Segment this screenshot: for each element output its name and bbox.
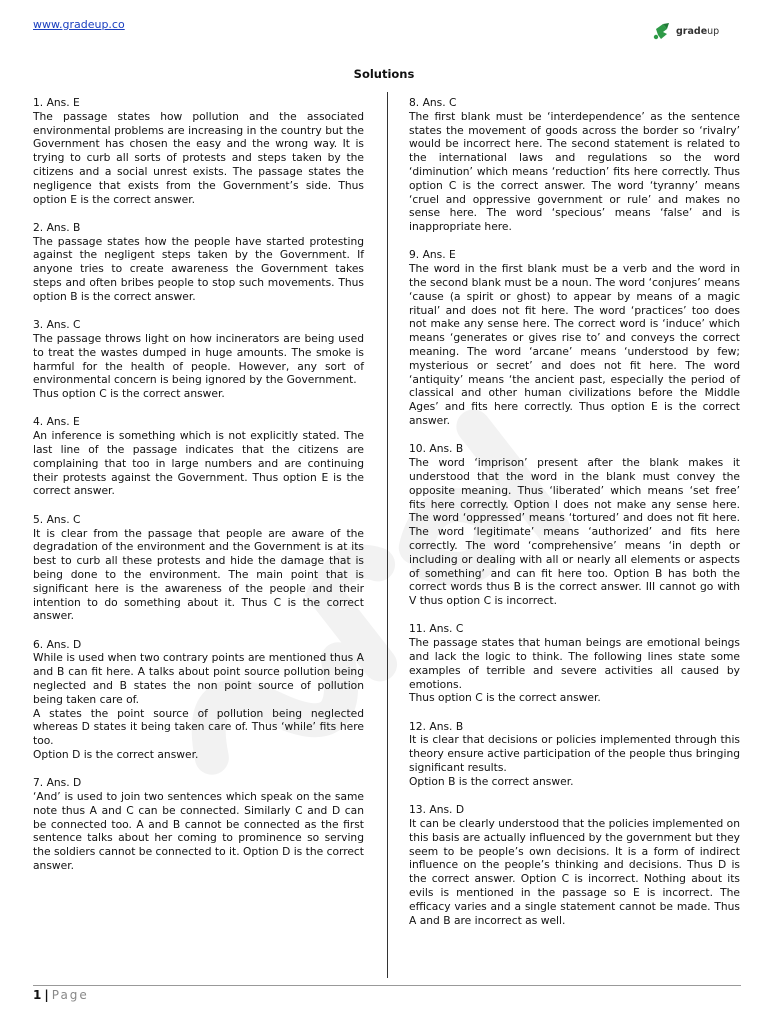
answer-text: The passage states that human beings are emotional beings and lack the logic to think. The following lines state some examples of terrible and severe activities all caused by emotions. (409, 636, 740, 691)
left-column (33, 96, 364, 887)
answer-title: 11. Ans. C (409, 622, 464, 636)
answer-text: ‘And’ is used to join two sentences which speak on the same note thus A and C can be connected. Similarly C and D can be connected too. A and B cannot be connected as the first sentence talks about her coming to prominence so serving the soldiers cannot be connected to it. Option D is the correct answer. (33, 790, 364, 873)
answer-text: Option D is the correct answer. (33, 747, 199, 761)
answer-text: A states the point source of pollution being neglected whereas D states it being taken care of. Thus ‘while’ fits here too. (33, 706, 364, 748)
answer-block (409, 720, 740, 789)
column-divider (387, 92, 388, 978)
answer-block (33, 221, 364, 304)
answer-title: 10. Ans. B (409, 442, 464, 456)
answer-title: 12. Ans. B (409, 719, 464, 733)
answer-block (409, 622, 740, 705)
answer-block (33, 415, 364, 498)
footer-separator: | (44, 988, 49, 1002)
brand-name-light: up (707, 25, 720, 37)
page-number: 1 (33, 988, 42, 1002)
answer-text: It is clear that decisions or policies implemented through this theory ensure active participation of the people thus bringing significant results. (409, 733, 740, 775)
answer-text: The passage throws light on how incinerators are being used to treat the wastes dumped in huge amounts. The smoke is harmful for the health of people. However, any sort of environmental concern is being ignored by the Government. (33, 331, 364, 387)
answer-block (409, 803, 740, 927)
answer-title: 6. Ans. D (33, 637, 82, 651)
answer-text: It is clear from the passage that people are aware of the degradation of the environment and the Government is at its best to curb all these protests and hide the damage that is being done to the environment. The main point that is significant here is the awareness of the people and their intention to do something about it. Thus C is the correct answer. (33, 526, 364, 623)
answer-title: 13. Ans. D (409, 803, 465, 817)
answer-block (33, 776, 364, 873)
right-column (409, 96, 740, 942)
brand-name (676, 26, 719, 37)
answer-block (33, 638, 364, 762)
answer-block (33, 96, 364, 206)
answer-block (33, 513, 364, 623)
answer-title: 2. Ans. B (33, 220, 81, 234)
answer-block (33, 318, 364, 401)
answer-title: 4. Ans. E (33, 415, 80, 429)
footer-divider (33, 985, 741, 986)
answer-text: The word in the first blank must be a verb and the word in the second blank must be a noun. The word ‘conjures’ means ‘cause (a spirit or ghost) to appear by means of a magic ritual’ and does not fit here. The word ‘practices’ too does not make any sense here. The correct word is ‘induce’ which means ‘generates or gives rise to’ and conveys the correct meaning. The word ‘arcane’ means ‘understood by few; mysterious or secret’ and does not fit here. The word ‘antiquity’ means ‘the ancient past, especially the period of classical and other human civilizations before the Middle Ages’ and fits here correctly. Thus option E is the correct answer. (409, 262, 740, 428)
answer-block (409, 442, 740, 608)
gradeup-logo-icon (652, 20, 674, 42)
website-link[interactable]: www.gradeup.co (33, 18, 125, 31)
brand-logo (652, 20, 719, 42)
answer-title: 3. Ans. C (33, 318, 81, 332)
answer-title: 9. Ans. E (409, 248, 456, 262)
answer-title: 7. Ans. D (33, 776, 82, 790)
answer-title: 1. Ans. E (33, 96, 80, 109)
answer-text: It can be clearly understood that the policies implemented on this basis are actually influenced by the government but they seem to be people’s own decisions. It is a form of indirect influence on the people’s thinking and decisions. Thus D is the correct answer. Option C is incorrect. Nothing about its evils is mentioned in the passage so E is incorrect. The efficacy varies and a single statement cannot be made. Thus A and B are incorrect as well. (409, 816, 740, 927)
answer-text: Thus option C is the correct answer. (409, 691, 601, 705)
answer-text: While is used when two contrary points are mentioned thus A and B can fit here. A talks about point source pollution being neglected and B states the non point source of pollution being taken care of. (33, 651, 364, 706)
answer-block (409, 96, 740, 234)
answer-text: The first blank must be ‘interdependence’ as the sentence states the movement of goods across the border so ‘rivalry’ would be incorrect here. The second statement is related to the international laws and regulations so the word ‘diminution’ which means ‘reduction’ fits here correctly. Thus option C is the correct answer. The word ‘tyranny’ means ‘cruel and oppressive government or rule’ and makes no sense here. The word ‘specious’ means ‘false’ and is inappropriate here. (409, 109, 740, 234)
brand-name-bold: grade (676, 25, 708, 37)
page-title: Solutions (353, 67, 415, 81)
answer-text: The passage states how the people have started protesting against the negligent steps taken by the Government. If anyone tries to create awareness the Government takes steps and often bribes people to stop such movements. Thus option B is the correct answer. (33, 234, 364, 303)
page-footer (33, 988, 89, 1002)
answer-text: The passage states how pollution and the associated environmental problems are increasing in the country but the Government has chosen the easy and the wrong way. It is trying to curb all sorts of protests and steps taken by the citizens and a social unrest exists. The passage states the negligence that exists from the Government’s side. Thus option E is the correct answer. (33, 109, 364, 206)
answer-text: The word ‘imprison’ present after the blank makes it understood that the word in the blank must convey the opposite meaning. Thus ‘liberated’ which means ‘set free’ fits here correctly. Option I does not make any sense here. The word ‘oppressed’ means ‘tortured’ and does not fit here. The word ‘legitimate’ means ‘authorized’ and fits here correctly. The word ‘comprehensive’ means ‘in depth or including or dealing with all or nearly all elements or aspects of something’ and can fit here too. Option B has both the correct words thus B is the correct answer. III cannot go with V thus option C is incorrect. (409, 456, 740, 608)
answer-text: An inference is something which is not explicitly stated. The last line of the passage indicates that the citizens are complaining that too in large numbers and are continuing their protests against the Government. Thus option E is the correct answer. (33, 429, 364, 498)
answer-text: Thus option C is the correct answer. (33, 387, 225, 401)
answer-block (409, 248, 740, 427)
answer-title: 5. Ans. C (33, 512, 81, 526)
page-label: Page (51, 988, 89, 1002)
answer-text: Option B is the correct answer. (409, 774, 574, 788)
answer-title: 8. Ans. C (409, 96, 457, 109)
